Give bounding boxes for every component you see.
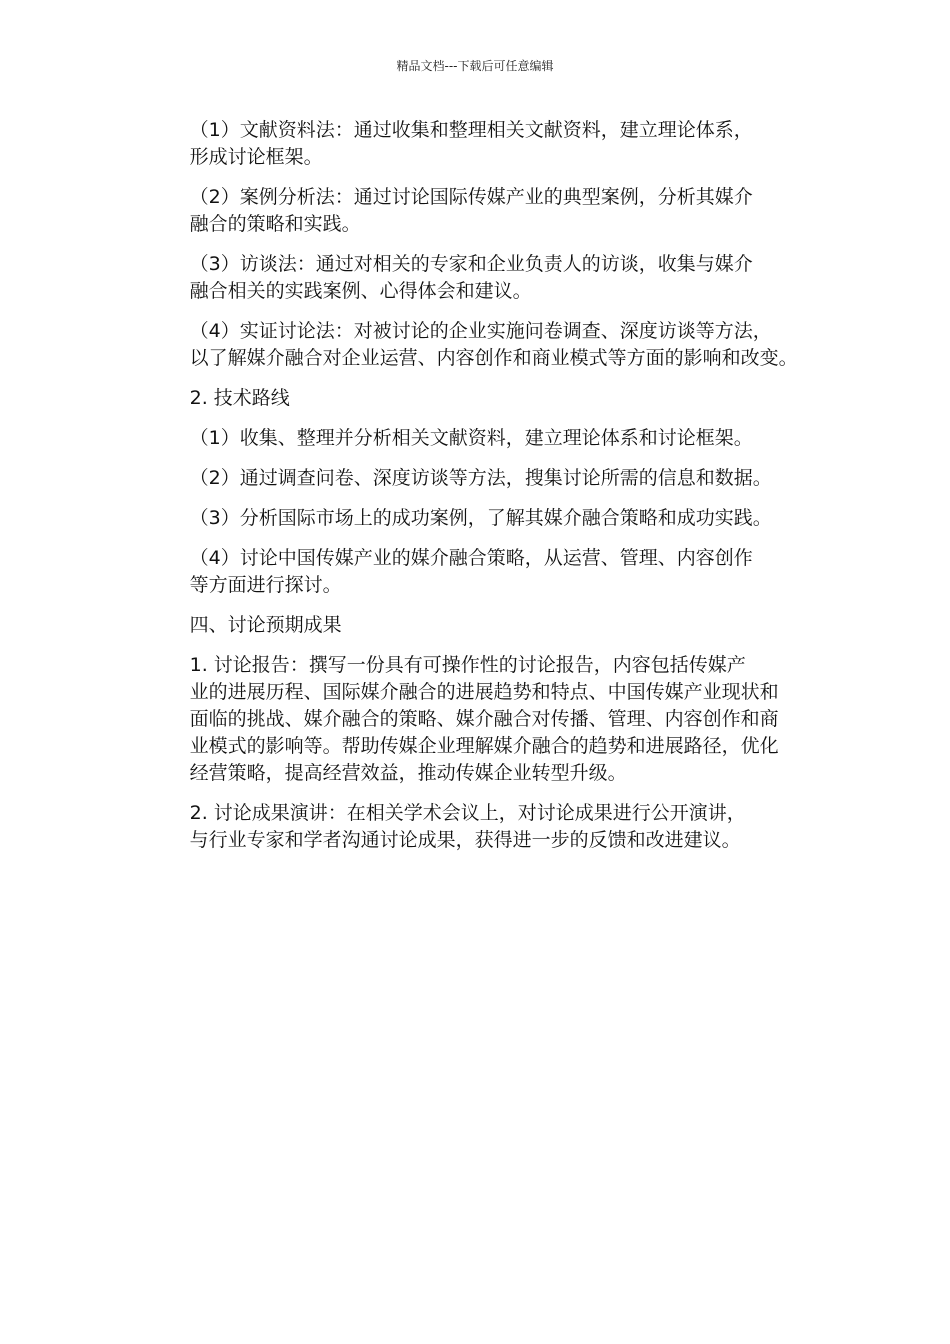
paragraph-line: （1）文献资料法：通过收集和整理相关文献资料，建立理论体系， [189, 119, 753, 141]
paragraph-route-step-3 [145, 505, 820, 532]
paragraph-line: （4）讨论中国传媒产业的媒介融合策略，从运营、管理、内容创作 [189, 547, 753, 569]
paragraph-line: （1）收集、整理并分析相关文献资料，建立理论体系和讨论框架。 [189, 427, 753, 449]
paragraph-line: 形成讨论框架。 [189, 146, 323, 168]
paragraph-method-empirical [145, 318, 820, 372]
paragraph-route-step-1 [145, 425, 820, 452]
paragraph-result-presentation [145, 800, 820, 854]
page-header: 精品文档---下载后可任意编辑 [396, 59, 554, 73]
paragraph-line: 四、讨论预期成果 [189, 614, 342, 636]
paragraph-line: 业的进展历程、国际媒介融合的进展趋势和特点、中国传媒产业现状和 [189, 681, 779, 703]
paragraph-method-interview [145, 251, 820, 305]
section-heading-tech-route [145, 385, 820, 412]
paragraph-line: 与行业专家和学者沟通讨论成果，获得进一步的反馈和改进建议。 [189, 829, 741, 851]
paragraph-line: （4）实证讨论法：对被讨论的企业实施问卷调查、深度访谈等方法， [189, 320, 772, 342]
paragraph-line: 1. 讨论报告：撰写一份具有可操作性的讨论报告，内容包括传媒产 [189, 654, 746, 676]
paragraph-line: （2）案例分析法：通过讨论国际传媒产业的典型案例，分析其媒介 [189, 186, 753, 208]
paragraph-line: 等方面进行探讨。 [189, 574, 342, 596]
document-body [145, 117, 820, 867]
paragraph-line: 面临的挑战、媒介融合的策略、媒介融合对传播、管理、内容创作和商 [189, 708, 779, 730]
paragraph-line: 业模式的影响等。帮助传媒企业理解媒介融合的趋势和进展路径，优化 [189, 735, 779, 757]
paragraph-line: 以了解媒介融合对企业运营、内容创作和商业模式等方面的影响和改变。 [189, 347, 798, 369]
paragraph-method-case-analysis [145, 184, 820, 238]
paragraph-line: 2. 技术路线 [189, 387, 290, 409]
paragraph-line: （2）通过调查问卷、深度访谈等方法，搜集讨论所需的信息和数据。 [189, 467, 772, 489]
paragraph-line: 融合相关的实践案例、心得体会和建议。 [189, 280, 532, 302]
paragraph-line: （3）访谈法：通过对相关的专家和企业负责人的访谈，收集与媒介 [189, 253, 753, 275]
paragraph-route-step-4 [145, 545, 820, 599]
paragraph-line: 经营策略，提高经营效益，推动传媒企业转型升级。 [189, 762, 627, 784]
paragraph-line: （3）分析国际市场上的成功案例，了解其媒介融合策略和成功实践。 [189, 507, 772, 529]
paragraph-line: 融合的策略和实践。 [189, 213, 361, 235]
paragraph-result-report [145, 652, 820, 787]
paragraph-method-literature [145, 117, 820, 171]
paragraph-route-step-2 [145, 465, 820, 492]
paragraph-line: 2. 讨论成果演讲：在相关学术会议上，对讨论成果进行公开演讲， [189, 802, 746, 824]
section-heading-expected-results [145, 612, 820, 639]
